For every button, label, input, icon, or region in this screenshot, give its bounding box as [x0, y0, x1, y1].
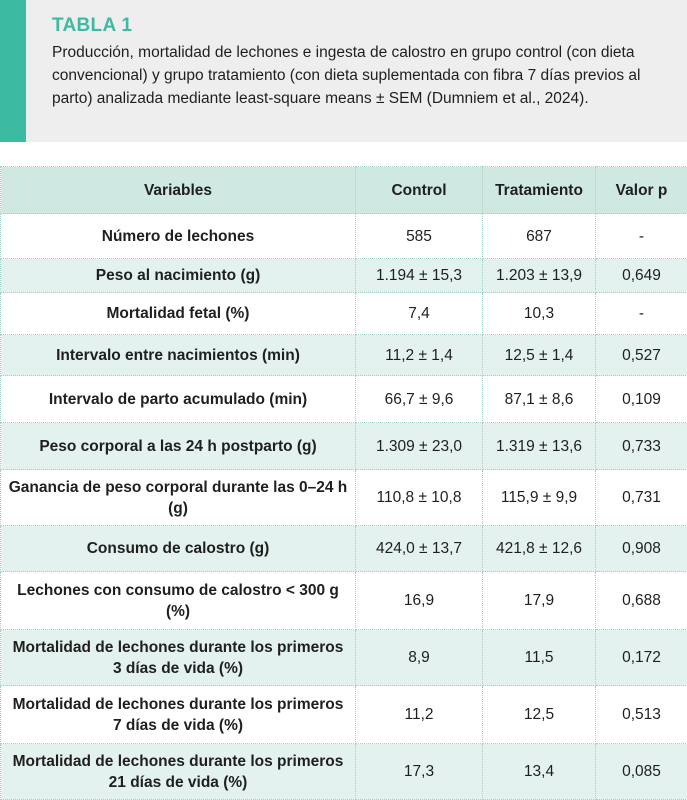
header-tratamiento: Tratamiento [483, 167, 596, 214]
caption-text: Producción, mortalidad de lechones e ingesta de calostro en grupo control (con dieta convencional) y grupo tratamiento (con dieta suplementada con fibra 7 días previos al parto) analizada mediante least-square means ± SEM (Dumniem et al., 2024). [52, 44, 641, 107]
cell-valor-p: - [596, 214, 687, 259]
cell-control: 1.194 ± 15,3 [356, 259, 483, 293]
cell-variable: Mortalidad de lechones durante los primeros 21 días de vida (%) [1, 744, 356, 800]
table-row [1, 259, 687, 293]
cell-valor-p: 0,908 [596, 526, 687, 572]
cell-tratamiento: 115,9 ± 9,9 [483, 470, 596, 526]
cell-tratamiento: 1.203 ± 13,9 [483, 259, 596, 293]
header-variables: Variables [1, 167, 356, 214]
cell-control: 66,7 ± 9,6 [356, 376, 483, 423]
cell-control: 585 [356, 214, 483, 259]
cell-variable: Mortalidad de lechones durante los primeros 3 días de vida (%) [1, 630, 356, 686]
table-row [1, 470, 687, 526]
cell-control: 7,4 [356, 293, 483, 335]
cell-valor-p: 0,649 [596, 259, 687, 293]
cell-variable: Intervalo de parto acumulado (min) [1, 376, 356, 423]
cell-valor-p: 0,513 [596, 686, 687, 744]
table-row [1, 572, 687, 630]
caption-accent-bar [0, 0, 26, 142]
table-row [1, 423, 687, 470]
table-row [1, 744, 687, 800]
cell-variable: Intervalo entre nacimientos (min) [1, 335, 356, 376]
cell-control: 17,3 [356, 744, 483, 800]
cell-control: 424,0 ± 13,7 [356, 526, 483, 572]
cell-tratamiento: 687 [483, 214, 596, 259]
cell-variable: Consumo de calostro (g) [1, 526, 356, 572]
caption-title: TABLA 1 [52, 15, 133, 36]
cell-variable: Lechones con consumo de calostro < 300 g (%) [1, 572, 356, 630]
cell-control: 1.309 ± 23,0 [356, 423, 483, 470]
cell-tratamiento: 17,9 [483, 572, 596, 630]
cell-valor-p: 0,688 [596, 572, 687, 630]
cell-control: 110,8 ± 10,8 [356, 470, 483, 526]
cell-tratamiento: 421,8 ± 12,6 [483, 526, 596, 572]
cell-variable: Número de lechones [1, 214, 356, 259]
table-row [1, 630, 687, 686]
table-header-row [1, 167, 687, 214]
cell-valor-p: - [596, 293, 687, 335]
table-row [1, 686, 687, 744]
header-valor-p: Valor p [596, 167, 687, 214]
cell-tratamiento: 10,3 [483, 293, 596, 335]
data-table [0, 166, 687, 800]
cell-valor-p: 0,172 [596, 630, 687, 686]
cell-tratamiento: 11,5 [483, 630, 596, 686]
cell-control: 8,9 [356, 630, 483, 686]
cell-tratamiento: 1.319 ± 13,6 [483, 423, 596, 470]
header-control: Control [356, 167, 483, 214]
cell-tratamiento: 13,4 [483, 744, 596, 800]
cell-valor-p: 0,109 [596, 376, 687, 423]
cell-variable: Mortalidad de lechones durante los primeros 7 días de vida (%) [1, 686, 356, 744]
cell-tratamiento: 87,1 ± 8,6 [483, 376, 596, 423]
cell-valor-p: 0,527 [596, 335, 687, 376]
cell-tratamiento: 12,5 ± 1,4 [483, 335, 596, 376]
cell-variable: Mortalidad fetal (%) [1, 293, 356, 335]
cell-variable: Peso corporal a las 24 h postparto (g) [1, 423, 356, 470]
cell-control: 11,2 ± 1,4 [356, 335, 483, 376]
table-caption [0, 0, 687, 142]
table-row [1, 335, 687, 376]
cell-variable: Peso al nacimiento (g) [1, 259, 356, 293]
cell-valor-p: 0,733 [596, 423, 687, 470]
cell-valor-p: 0,731 [596, 470, 687, 526]
cell-control: 11,2 [356, 686, 483, 744]
cell-tratamiento: 12,5 [483, 686, 596, 744]
cell-control: 16,9 [356, 572, 483, 630]
cell-variable: Ganancia de peso corporal durante las 0–24 h (g) [1, 470, 356, 526]
table-row [1, 293, 687, 335]
table-row [1, 376, 687, 423]
table-row [1, 526, 687, 572]
table-row [1, 214, 687, 259]
cell-valor-p: 0,085 [596, 744, 687, 800]
